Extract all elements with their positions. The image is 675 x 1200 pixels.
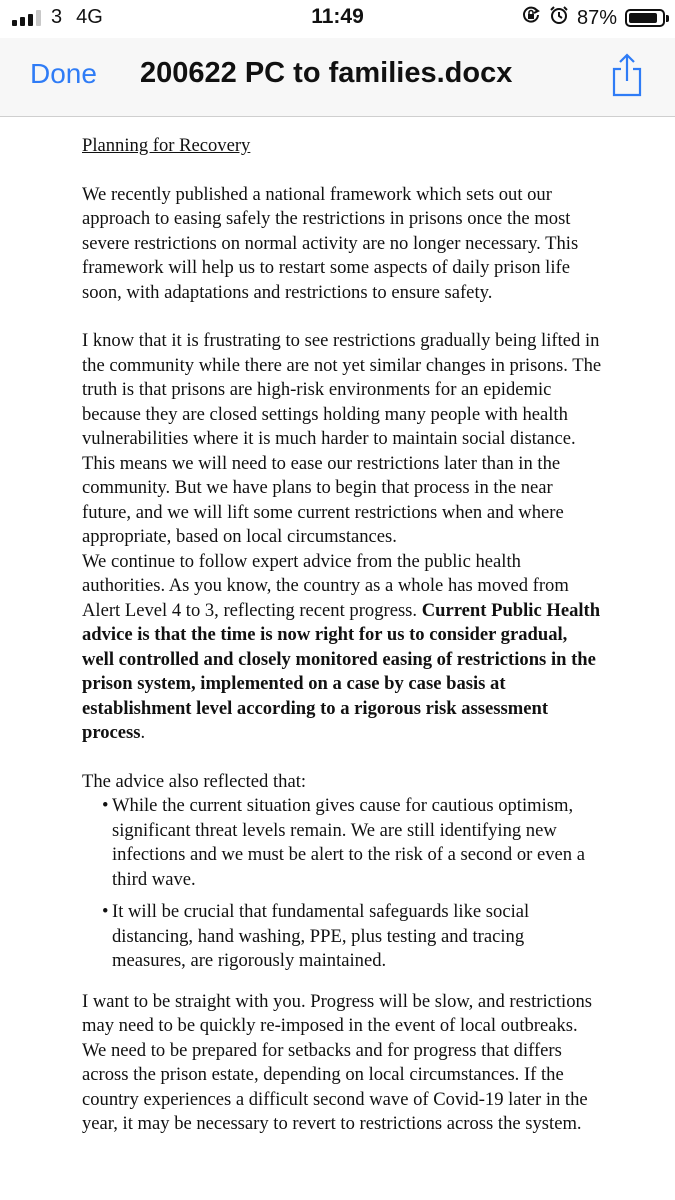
battery-icon bbox=[625, 9, 665, 27]
alarm-icon bbox=[549, 5, 569, 31]
nav-bar bbox=[0, 38, 675, 117]
advice-text: We continue to follow expert advice from the public health authorities. As you know, the country as a whole has moved from Alert Level 4 to 3, reflecting recent progress. bbox=[82, 550, 569, 621]
bullet-text: While the current situation gives cause for cautious optimism, significant threat levels remain. We are still identifying new infections and we must be alert to the risk of a second or even a third wave. bbox=[112, 795, 585, 890]
bullet-text: It will be crucial that fundamental safeguards like social distancing, hand washing, PPE, plus testing and tracing measures, are rigorously maintained. bbox=[112, 901, 530, 971]
bullet-dot: • bbox=[102, 901, 109, 922]
network-label: 4G bbox=[76, 6, 103, 28]
advice-bullet-list bbox=[82, 794, 602, 974]
paragraph-advice-intro: The advice also reflected that: bbox=[82, 770, 307, 792]
status-bar bbox=[0, 0, 675, 38]
share-icon[interactable] bbox=[609, 52, 645, 98]
paragraph-framework: We recently published a national framework which sets out our approach to easing safely the restrictions in prisons once the most severe restrictions on normal activity are no longer necessary. This framework will help us to restart some aspects of daily prison life soon, with adaptations and restrictions to ensure safety. bbox=[82, 183, 579, 303]
advice-period: . bbox=[140, 722, 146, 743]
document-title: 200622 PC to families.docx bbox=[140, 57, 513, 89]
list-item bbox=[82, 900, 602, 974]
bullet-dot: • bbox=[102, 795, 109, 816]
carrier-label: 3 bbox=[51, 6, 63, 28]
battery-percent: 87% bbox=[576, 6, 617, 29]
advice-bold-text: Current Public Health advice is that the time is now right for us to consider gradual, well controlled and closely monitored easing of restrictions in the prison system, implemented on a case by case basis at establishment level according to a rigorous risk assessment process bbox=[82, 599, 601, 743]
section-heading: Planning for Recovery bbox=[82, 135, 251, 156]
paragraph-progress: I want to be straight with you. Progress will be slow, and restrictions may need to be quickly re-imposed in the event of local outbreaks. We need to be prepared for setbacks and for progress that differs across the prison estate, depending on local circumstances. If the country experiences a difficult second wave of Covid-19 later in the year, it may be necessary to revert to restrictions across the system. bbox=[82, 990, 593, 1134]
paragraph-restrictions: I know that it is frustrating to see restrictions gradually being lifted in the community while there are not yet similar changes in prisons. The truth is that prisons are high-risk environments for an epidemic because they are closed settings holding many people with health vulnerabilities where it is much harder to maintain social distance. This means we will need to ease our restrictions later than in the community. But we have plans to begin that process in the near future, and we will lift some current restrictions when and where appropriate, based on local circumstances. bbox=[82, 330, 602, 547]
list-item bbox=[82, 794, 602, 892]
paragraph-advice bbox=[82, 550, 602, 746]
done-button[interactable]: Done bbox=[30, 58, 97, 89]
status-right bbox=[521, 5, 665, 31]
clock: 11:49 bbox=[311, 5, 364, 28]
document-body bbox=[82, 134, 602, 1137]
orientation-lock-icon bbox=[521, 5, 541, 31]
